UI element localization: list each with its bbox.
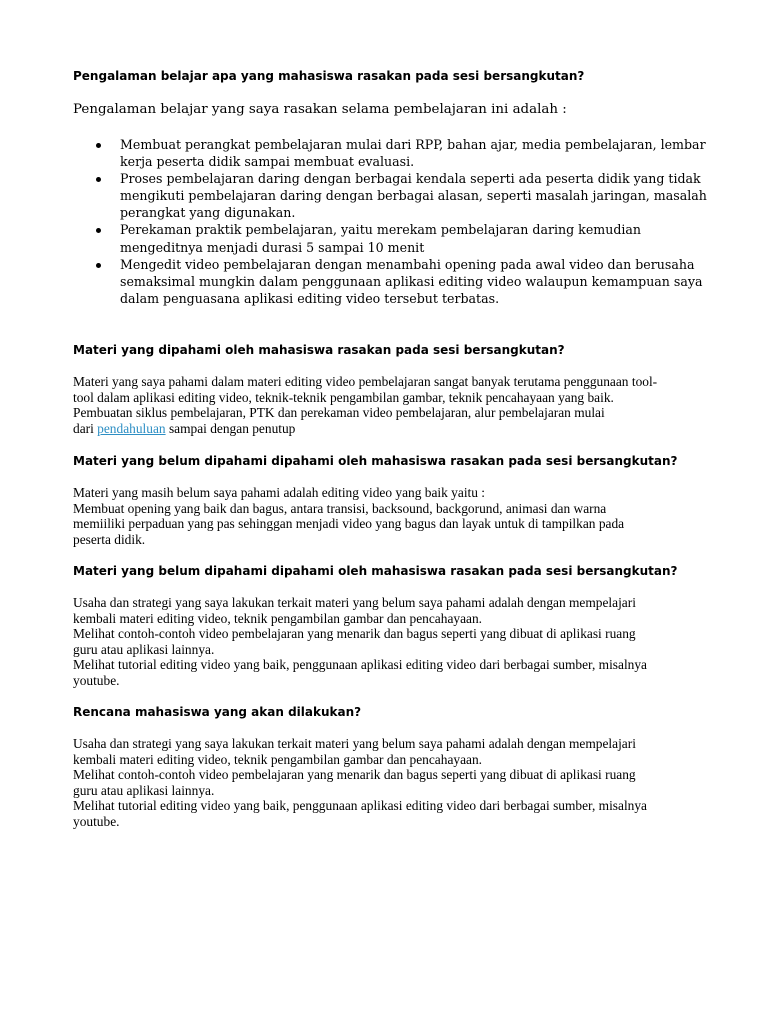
section5-heading: Rencana mahasiswa yang akan dilakukan?: [73, 705, 362, 719]
list-item: Membuat perangkat pembelajaran mulai dari RPP, bahan ajar, media pembelajaran, lembar kerja peserta didik sampai membuat evaluasi.: [96, 136, 696, 170]
pendahuluan-link[interactable]: pendahuluan: [97, 420, 166, 436]
bullet-icon: [96, 263, 101, 268]
section4-heading: Materi yang belum dipahami dipahami oleh mahasiswa rasakan pada sesi bersangkutan?: [73, 564, 678, 578]
bullet-icon: [96, 143, 101, 148]
list-item: Proses pembelajaran daring dengan berbagai kendala seperti ada peserta didik yang tidak mengikuti pembelajaran daring dengan berbagai alasan, seperti masalah jaringan, masalah perangkat yang digunakan.: [96, 170, 696, 221]
section1-bullet-list: [96, 136, 707, 307]
bullet-icon: [96, 177, 101, 182]
section2-heading: Materi yang dipahami oleh mahasiswa rasakan pada sesi bersangkutan?: [73, 343, 565, 357]
section2-paragraph: Materi yang saya pahami dalam materi editing video pembelajaran sangat banyak terutama penggunaan tool- tool dalam aplikasi editing video, teknik-teknik pengambilan gambar, teknik pencahayaan yang baik. Pembuatan siklus pembelajaran, PTK dan perekaman video pembelajaran, alur pembelajaran mulai dari pendahuluan sampai dengan penutup: [73, 374, 658, 436]
section1-heading: Pengalaman belajar apa yang mahasiswa rasakan pada sesi bersangkutan?: [73, 69, 585, 83]
section4-paragraph: Usaha dan strategi yang saya lakukan terkait materi yang belum saya pahami adalah dengan mempelajari kembali materi editing video, teknik pengambilan gambar dan pencahayaan. Melihat contoh-contoh video pembelajaran yang menarik dan bagus seperti yang dibuat di aplikasi ruang guru atau aplikasi lainnya. Melihat tutorial editing video yang baik, penggunaan aplikasi editing video dari berbagai sumber, misalnya youtube.: [73, 595, 647, 688]
section3-heading: Materi yang belum dipahami dipahami oleh mahasiswa rasakan pada sesi bersangkutan?: [73, 454, 678, 468]
list-item: Mengedit video pembelajaran dengan menambahi opening pada awal video dan berusaha semaksimal mungkin dalam penggunaan aplikasi editing video walaupun kemampuan saya dalam penguasana aplikasi editing video tersebut terbatas.: [96, 256, 696, 307]
section5-paragraph: Usaha dan strategi yang saya lakukan terkait materi yang belum saya pahami adalah dengan mempelajari kembali materi editing video, teknik pengambilan gambar dan pencahayaan. Melihat contoh-contoh video pembelajaran yang menarik dan bagus seperti yang dibuat di aplikasi ruang guru atau aplikasi lainnya. Melihat tutorial editing video yang baik, penggunaan aplikasi editing video dari berbagai sumber, misalnya youtube.: [73, 736, 647, 829]
section1-intro: Pengalaman belajar yang saya rasakan selama pembelajaran ini adalah :: [73, 102, 567, 117]
section3-paragraph: Materi yang masih belum saya pahami adalah editing video yang baik yaitu : Membuat opening yang baik dan bagus, antara transisi, backsound, backgorund, animasi dan warna memiiliki perpaduan yang pas sehinggan menjadi video yang bagus dan layak untuk di tampilkan pada peserta didik.: [73, 485, 625, 547]
bullet-icon: [96, 228, 101, 233]
list-item: Perekaman praktik pembelajaran, yaitu merekam pembelajaran daring kemudian mengeditnya menjadi durasi 5 sampai 10 menit: [96, 221, 696, 255]
